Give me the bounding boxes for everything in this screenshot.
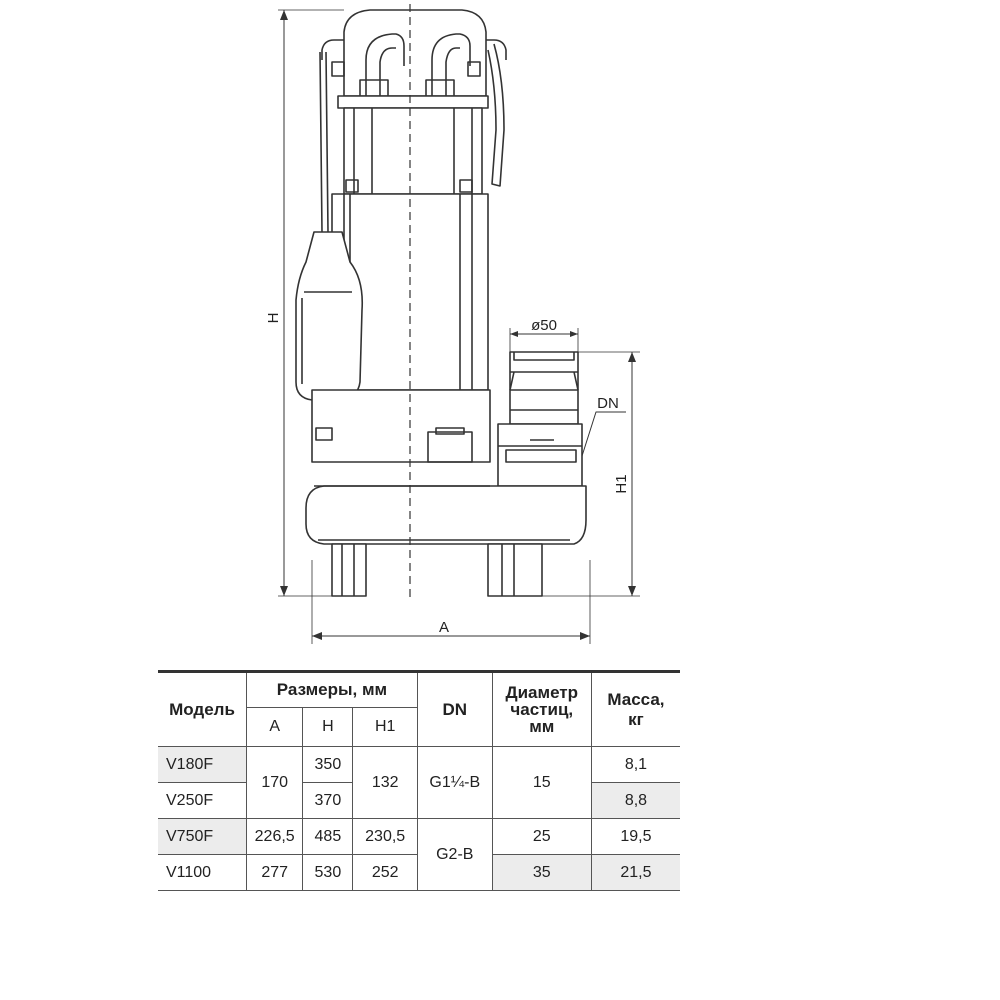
pump-casing bbox=[306, 486, 586, 544]
top-flange bbox=[338, 96, 488, 108]
cell-dn: G2-B bbox=[417, 819, 492, 891]
header-H: H bbox=[303, 708, 353, 747]
cell-mass: 21,5 bbox=[591, 855, 680, 891]
cell-H: 350 bbox=[303, 747, 353, 783]
top-housing bbox=[344, 108, 482, 194]
cell-mass: 8,1 bbox=[591, 747, 680, 783]
table-row bbox=[158, 819, 680, 855]
dn-leader bbox=[582, 412, 626, 456]
cell-mass: 8,8 bbox=[591, 783, 680, 819]
cell-H: 370 bbox=[303, 783, 353, 819]
header-dimensions: Размеры, мм bbox=[247, 672, 418, 708]
label-H: H bbox=[265, 312, 282, 324]
cell-particle: 35 bbox=[492, 855, 591, 891]
float-cable bbox=[320, 52, 328, 232]
power-cable bbox=[488, 44, 504, 186]
cell-particle: 25 bbox=[492, 819, 591, 855]
cell-dn: G1¼-B bbox=[417, 747, 492, 819]
lower-housing bbox=[312, 390, 490, 462]
cell-H: 530 bbox=[303, 855, 353, 891]
header-A: A bbox=[247, 708, 303, 747]
cell-particle: 15 bbox=[492, 747, 591, 819]
header-H1: H1 bbox=[353, 708, 417, 747]
spec-table bbox=[158, 670, 680, 891]
model-cell: V1100 bbox=[158, 855, 247, 891]
header-particle-line2: частиц, bbox=[510, 700, 574, 719]
header-mass bbox=[591, 672, 680, 747]
table-row bbox=[158, 747, 680, 783]
handle-clamp-left bbox=[332, 62, 344, 76]
label-A: A bbox=[438, 619, 450, 636]
leg-left bbox=[332, 544, 366, 596]
header-particle-line3: мм bbox=[529, 717, 555, 736]
cell-H1: 252 bbox=[353, 855, 417, 891]
cell-A: 277 bbox=[247, 855, 303, 891]
model-cell: V750F bbox=[158, 819, 247, 855]
cell-A: 170 bbox=[247, 747, 303, 819]
cell-H1: 132 bbox=[353, 747, 417, 819]
leg-right bbox=[488, 544, 542, 596]
outlet-base bbox=[498, 424, 582, 486]
label-DN: DN bbox=[597, 395, 619, 412]
model-cell: V180F bbox=[158, 747, 247, 783]
header-particle bbox=[492, 672, 591, 747]
model-cell: V250F bbox=[158, 783, 247, 819]
header-dn: DN bbox=[417, 672, 492, 747]
header-mass-line2: кг bbox=[628, 709, 644, 729]
label-d50: ø50 bbox=[531, 317, 557, 334]
header-model: Модель bbox=[158, 672, 247, 747]
cell-H: 485 bbox=[303, 819, 353, 855]
label-H1: H1 bbox=[613, 474, 630, 494]
cell-A: 226,5 bbox=[247, 819, 303, 855]
header-particle-line1: Диаметр bbox=[505, 683, 579, 702]
cell-H1: 230,5 bbox=[353, 819, 417, 855]
cell-mass: 19,5 bbox=[591, 819, 680, 855]
header-mass-line1: Масса, bbox=[607, 689, 665, 709]
outlet-nozzle bbox=[510, 352, 578, 424]
